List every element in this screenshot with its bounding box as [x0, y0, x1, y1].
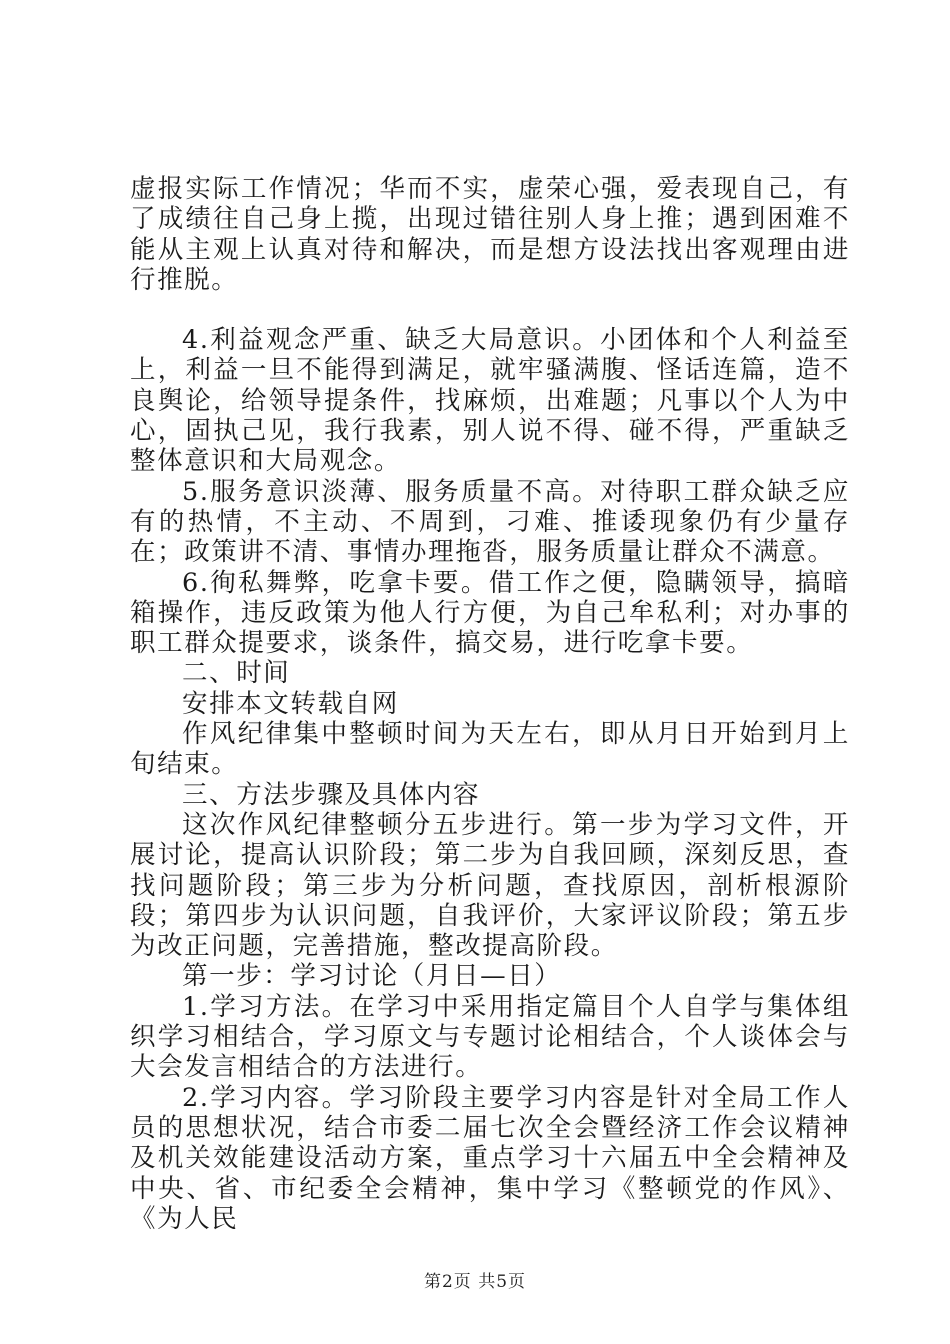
step-heading-study: 第一步：学习讨论（月日—日）	[182, 961, 562, 992]
paragraph-study-method: 1.学习方法。在学习中采用指定篇目个人自学与集体组织学习相结合，学习原文与专题讨论相结合，个人谈体会与大会发言相结合的方法进行。	[130, 991, 850, 1083]
section-heading-methods: 三、方法步骤及具体内容	[182, 779, 481, 810]
section-heading-time: 二、时间	[182, 658, 291, 689]
paragraph-study-content: 2.学习内容。学习阶段主要学习内容是针对全局工作人员的思想状况，结合市委二届七次全会暨经济工作会议精神及机关效能建设活动方案，重点学习十六届五中全会精神及中央、省、市纪委全会精神，集中学习《整顿党的作风》、《为人民	[130, 1082, 850, 1234]
paragraph-five-steps: 这次作风纪律整顿分五步进行。第一步为学习文件，开展讨论，提高认识阶段；第二步为自我回顾，深刻反思，查找问题阶段；第三步为分析问题，查找原因，剖析根源阶段；第四步为认识问题，自我评价，大家评议阶段；第五步为改正问题，完善措施，整改提高阶段。	[130, 809, 850, 962]
paragraph-item-4: 4.利益观念严重、缺乏大局意识。小团体和个人利益至上，利益一旦不能得到满足，就牢骚满腹、怪话连篇，造不良舆论，给领导提条件，找麻烦，出难题；凡事以个人为中心，固执己见，我行我素，别人说不得、碰不得，严重缺乏整体意识和大局观念。	[130, 325, 850, 477]
paragraph-arrangement: 安排本文转载自网	[182, 688, 399, 719]
page-footer: 第2页 共5页	[423, 1272, 527, 1292]
paragraph-item-6: 6.徇私舞弊，吃拿卡要。借工作之便，隐瞒领导，搞暗箱操作，违反政策为他人行方便，为自己牟私利；对办事的职工群众提要求，谈条件，搞交易，进行吃拿卡要。	[130, 567, 850, 659]
paragraph-time-detail: 作风纪律集中整顿时间为天左右，即从月日开始到月上旬结束。	[130, 719, 850, 780]
paragraph-continuation: 虚报实际工作情况；华而不实，虚荣心强，爱表现自己，有了成绩往自己身上揽，出现过错往别人身上推；遇到困难不能从主观上认真对待和解决，而是想方设法找出客观理由进行推脱。	[130, 174, 850, 295]
paragraph-item-5: 5.服务意识淡薄、服务质量不高。对待职工群众缺乏应有的热情，不主动、不周到，刁难、推诿现象仍有少量存在；政策讲不清、事情办理拖沓，服务质量让群众不满意。	[130, 476, 850, 568]
document-body	[130, 174, 850, 1234]
